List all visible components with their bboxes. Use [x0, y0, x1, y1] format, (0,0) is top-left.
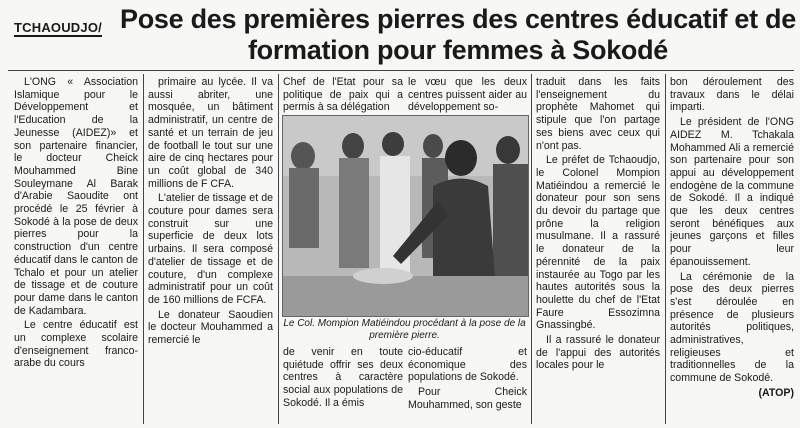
column-4-top	[408, 76, 527, 114]
paragraph: Pour Cheick Mouhammed, son geste	[408, 386, 527, 411]
headline: Pose des premières pierres des centres éducatif et de formation pour femmes à Sokodé	[120, 4, 796, 65]
top-rule	[8, 70, 794, 71]
paragraph: Le donateur Saoudien le docteur Mouhammed a remercié le	[148, 308, 273, 347]
column-rule-3	[531, 74, 532, 424]
column-1	[14, 76, 138, 426]
article-photo	[282, 115, 529, 317]
column-rule-2	[278, 74, 279, 424]
section-kicker: TCHAOUDJO/	[14, 20, 102, 35]
credit-line: (ATOP)	[758, 386, 794, 399]
paragraph: Chef de l'Etat pour sa politique de paix qui a permis à sa délégation	[283, 76, 403, 114]
paragraph: L'ONG « Association Islamique pour le Développement et l'Education de la Jeunesse (AIDEZ)» et son partenaire financier, le docteur Cheick Mouhammed Bine Souleymane Al Barak d'Arabie Saoudite ont procédé le 25 février à Sokodé à la pose de deux pierres pour la construction d'un centre éducatif dans le canton de Tchalo et pour un atelier de tissage et de couture pour dame dans le canton de Kadambara.	[14, 76, 138, 317]
column-4-bottom	[408, 346, 527, 426]
column-2	[148, 76, 273, 426]
paragraph: le vœu que les deux centres puissent aider au développement so-	[408, 76, 527, 114]
paragraph: primaire au lycée. Il va aussi abriter, une mosquée, un bâtiment administratif, un centre de santé et un terrain de jeu de football le tout sur une aire de cinq hectares pour un coût global de 340 millions de F CFA.	[148, 76, 273, 190]
paragraph: traduit dans les faits l'enseignement du prophète Mahomet qui stipule que l'on partage ses biens avec ceux qui n'ont pas.	[536, 76, 660, 152]
paragraph: cio-éducatif et économique des populations de Sokodé.	[408, 346, 527, 384]
column-rule-4	[665, 74, 666, 424]
paragraph: L'atelier de tissage et de couture pour dames sera construit sur une superficie de deux lots urbains. Il sera composé d'atelier de tissage et de couture, d'un complexe administratif pour un coût de 160 millions de FCFA.	[148, 192, 273, 306]
paragraph: Le préfet de Tchaoudjo, le Colonel Mompion Matiéindou a remercié le donateur pour son sens du devoir du partage que prône la religion musulmane. Il a rassuré le donateur de la pérennité de la paix instaurée au Togo par les hautes autorités sous la houlette du chef de l'Etat Faure Essozimna Gnassingbé.	[536, 154, 660, 332]
paragraph: Le centre éducatif est un complexe scolaire d'enseignement franco-arabe du cours	[14, 319, 138, 370]
paragraph: bon déroulement des travaux dans le délai imparti.	[670, 76, 794, 114]
paragraph: Il a rassuré le donateur de l'appui des autorités locales pour le	[536, 334, 660, 372]
column-3-bottom	[283, 346, 403, 426]
column-3-top	[283, 76, 403, 114]
paragraph: La cérémonie de la pose des deux pierres s'est déroulée en présence de plusieurs autorités politiques, administratives, religieuses et traditionnelles de la commune de Sokodé.	[670, 270, 794, 385]
column-rule-1	[143, 74, 144, 424]
crowd-scene-icon	[283, 116, 528, 316]
paragraph: de venir en toute quiétude offrir ses deux centres à caractère social aux populations de Sokodé. Il a émis	[283, 346, 403, 409]
column-5	[536, 76, 660, 426]
column-6	[670, 76, 794, 426]
paragraph: Le président de l'ONG AIDEZ M. Tchakala Mohammed Ali a remercié son partenaire pour son appui au développement endogène de la commune de Sokodé. Il a indiqué que les deux centres seront bénéfiques aux jeunes garçons et filles pour leur épanouissement.	[670, 116, 794, 268]
photo-caption: Le Col. Mompion Matiéindou procédant à la pose de la première pierre.	[283, 318, 526, 341]
